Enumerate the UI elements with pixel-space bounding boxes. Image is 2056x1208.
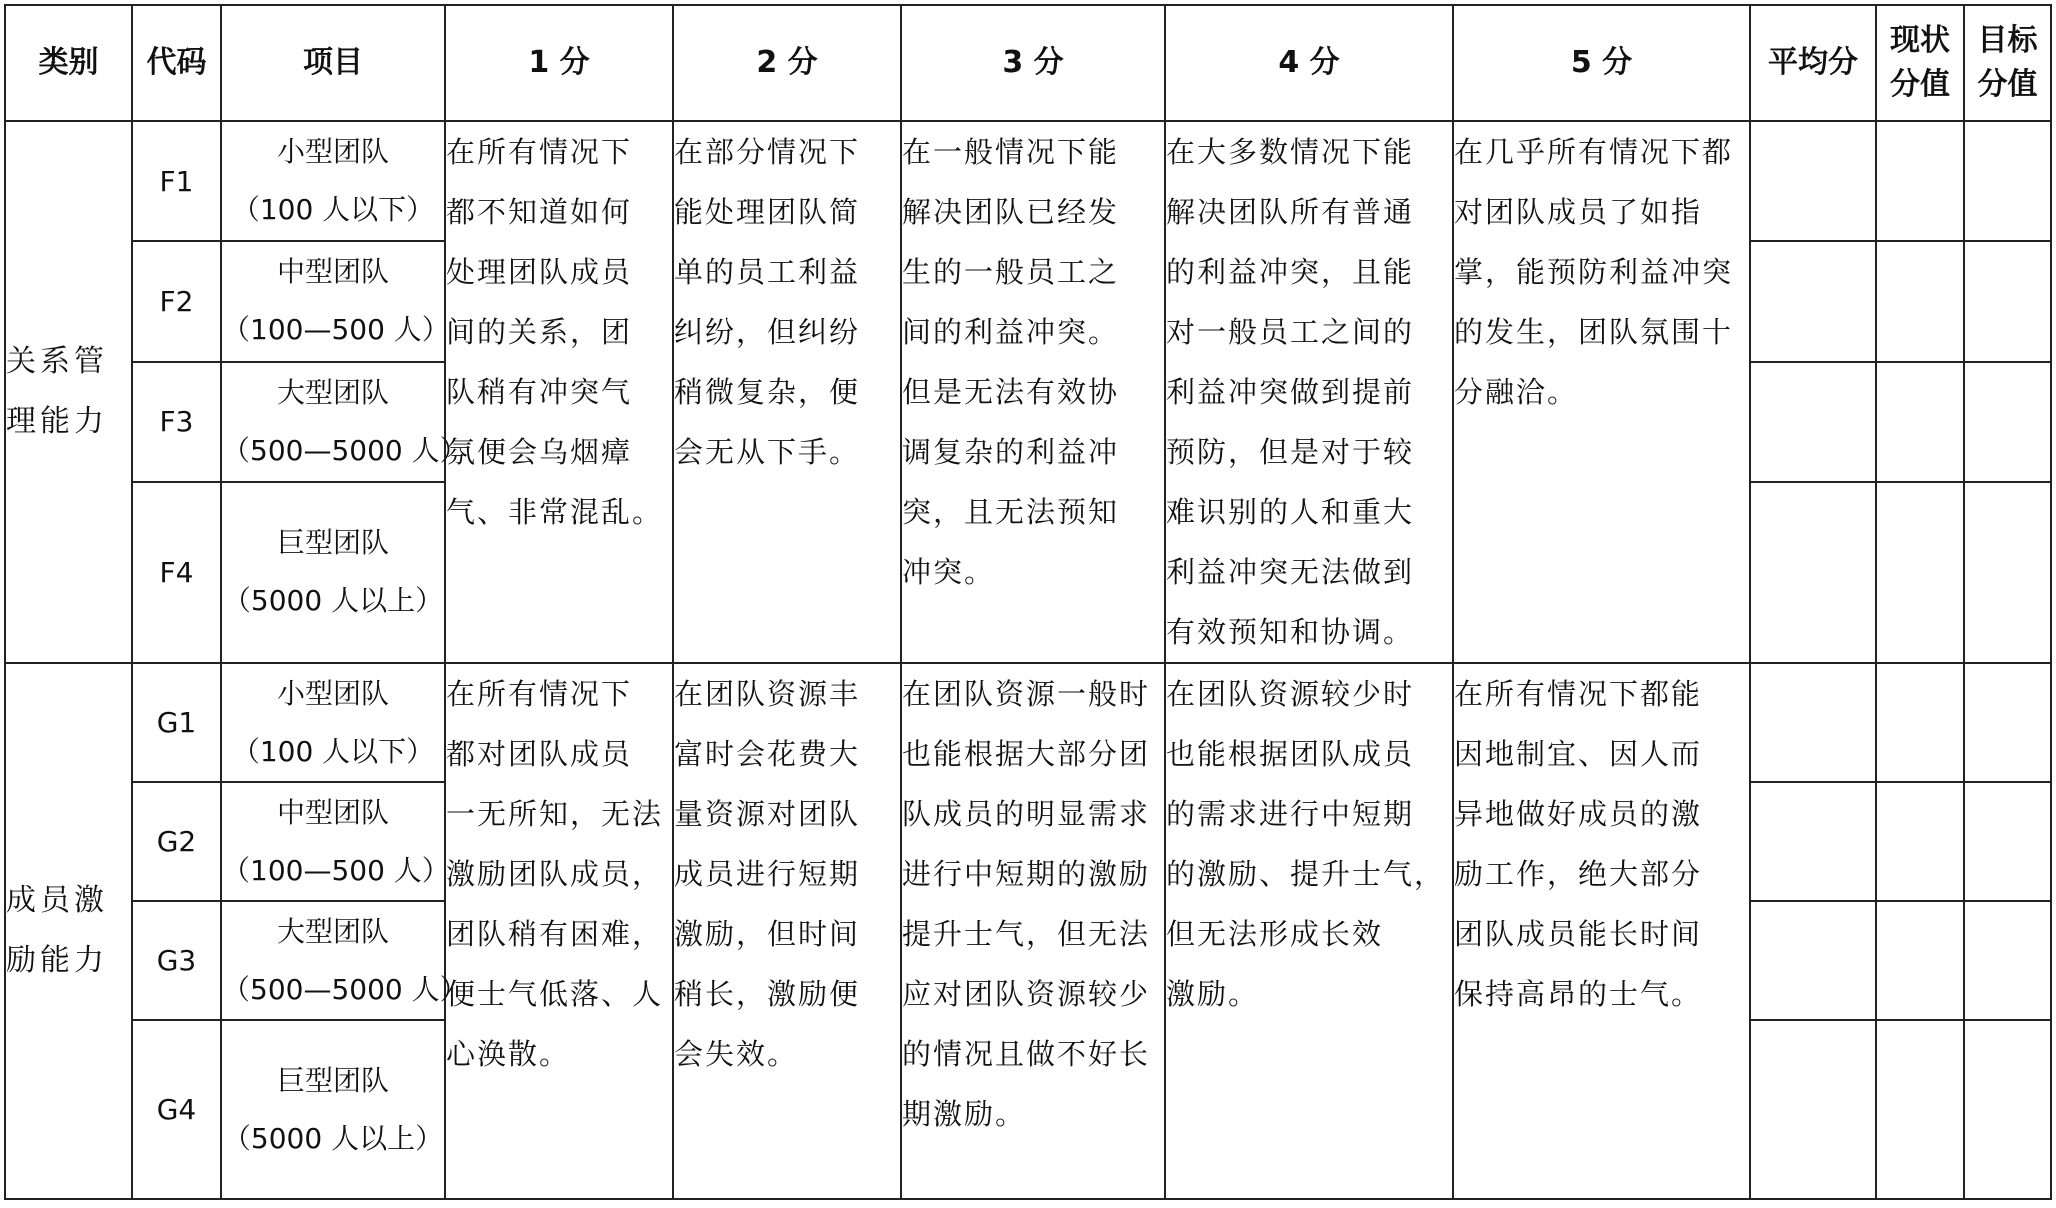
header-item: 项目 <box>221 5 445 121</box>
description-line: 激励团队成员， <box>446 857 664 891</box>
description-line: 掌，能预防利益冲突 <box>1454 255 1734 289</box>
description-line: 因地制宜、因人而 <box>1454 737 1703 771</box>
target-value-cell[interactable] <box>1964 241 2051 361</box>
code-cell: G3 <box>132 901 221 1020</box>
description-line: 生的一般员工之 <box>902 255 1120 289</box>
description-line: 励工作，绝大部分 <box>1454 857 1703 891</box>
average-cell[interactable] <box>1750 782 1876 901</box>
item-line: （500—5000 人） <box>222 433 468 467</box>
description-line: 在团队资源较少时 <box>1166 677 1415 711</box>
target-value-cell[interactable] <box>1964 663 2051 782</box>
current-value-cell[interactable] <box>1876 362 1964 482</box>
description-line: 会失效。 <box>674 1037 799 1071</box>
header-average: 平均分 <box>1750 5 1876 121</box>
average-cell[interactable] <box>1750 663 1876 782</box>
score-2-description <box>673 663 901 1199</box>
description-line: 但是无法有效协 <box>902 375 1120 409</box>
header-row <box>5 5 2051 121</box>
current-value-cell[interactable] <box>1876 901 1964 1020</box>
description-line: 在所有情况下 <box>446 677 633 711</box>
item-line: 中型团队 <box>276 255 389 289</box>
average-cell[interactable] <box>1750 901 1876 1020</box>
description-line: 对一般员工之间的 <box>1166 315 1415 349</box>
item-line: （100—500 人） <box>222 313 450 347</box>
description-line: 在团队资源一般时 <box>902 677 1151 711</box>
description-line: 激励，但时间 <box>674 917 861 951</box>
score-3-description <box>901 663 1165 1199</box>
description-line: 期激励。 <box>902 1097 1027 1131</box>
description-line: 的情况且做不好长 <box>902 1037 1151 1071</box>
description-line: 激励。 <box>1166 977 1260 1011</box>
target-value-cell[interactable] <box>1964 121 2051 241</box>
description-line: 在部分情况下 <box>674 135 861 169</box>
description-line: 调复杂的利益冲 <box>902 435 1120 469</box>
description-line: 突，且无法预知 <box>902 495 1120 529</box>
current-value-cell[interactable] <box>1876 241 1964 361</box>
description-line: 队稍有冲突气 <box>446 375 633 409</box>
code-cell: F3 <box>132 362 221 482</box>
target-value-cell[interactable] <box>1964 782 2051 901</box>
header-score-4: 4 分 <box>1165 5 1453 121</box>
code-cell: F4 <box>132 482 221 663</box>
description-line: 队成员的明显需求 <box>902 797 1151 831</box>
item-cell <box>221 663 445 782</box>
category-line: 理能力 <box>6 404 108 439</box>
description-line: 的发生，团队氛围十 <box>1454 315 1734 349</box>
target-value-cell[interactable] <box>1964 362 2051 482</box>
description-line: 利益冲突无法做到 <box>1166 555 1415 589</box>
target-value-cell[interactable] <box>1964 1020 2051 1199</box>
current-value-cell[interactable] <box>1876 782 1964 901</box>
target-value-cell[interactable] <box>1964 482 2051 663</box>
item-cell <box>221 901 468 1020</box>
header-score-2: 2 分 <box>673 5 901 121</box>
score-1-description <box>445 121 673 663</box>
description-line: 一无所知，无法 <box>446 797 664 831</box>
description-line: 也能根据团队成员 <box>1166 737 1415 771</box>
description-line: 在所有情况下 <box>446 135 633 169</box>
item-line: 巨型团队 <box>276 526 389 560</box>
description-line: 气、非常混乱。 <box>446 495 664 529</box>
score-5-description <box>1453 121 1750 663</box>
item-line: （500—5000 人） <box>222 972 468 1006</box>
description-line: 量资源对团队 <box>674 797 861 831</box>
description-line: 异地做好成员的激 <box>1454 797 1703 831</box>
score-1-description <box>445 663 673 1199</box>
description-line: 冲突。 <box>902 555 996 589</box>
description-line: 会无从下手。 <box>674 435 861 469</box>
category-cell <box>5 121 132 663</box>
item-cell <box>221 121 445 241</box>
description-line: 都对团队成员 <box>446 737 633 771</box>
score-5-description <box>1453 663 1750 1199</box>
code-cell: G4 <box>132 1020 221 1199</box>
description-line: 的激励、提升士气， <box>1166 857 1446 891</box>
description-line: 有效预知和协调。 <box>1166 615 1415 649</box>
description-line: 纠纷，但纠纷 <box>674 315 861 349</box>
description-line: 难识别的人和重大 <box>1166 495 1415 529</box>
description-line: 在几乎所有情况下都 <box>1454 135 1734 169</box>
score-4-description <box>1165 121 1453 663</box>
header-score-1: 1 分 <box>445 5 673 121</box>
item-line: 中型团队 <box>276 795 389 829</box>
current-value-cell[interactable] <box>1876 121 1964 241</box>
item-cell <box>221 362 468 482</box>
item-line: （5000 人以上） <box>222 1121 444 1155</box>
item-cell <box>221 782 450 901</box>
description-line: 间的利益冲突。 <box>902 315 1120 349</box>
header-current-line: 分值 <box>1890 67 1950 102</box>
description-line: 心涣散。 <box>446 1037 571 1071</box>
average-cell[interactable] <box>1750 241 1876 361</box>
item-cell <box>221 482 445 663</box>
score-3-description <box>901 121 1165 663</box>
item-line: 小型团队 <box>276 135 389 169</box>
description-line: 稍长，激励便 <box>674 977 861 1011</box>
description-line: 在团队资源丰 <box>674 677 861 711</box>
description-line: 保持高昂的士气。 <box>1454 977 1703 1011</box>
description-line: 应对团队资源较少 <box>902 977 1151 1011</box>
description-line: 成员进行短期 <box>674 857 861 891</box>
description-line: 解决团队已经发 <box>902 195 1120 229</box>
average-cell[interactable] <box>1750 362 1876 482</box>
header-current-value <box>1876 5 1964 121</box>
header-target-value <box>1964 5 2051 121</box>
code-cell: G2 <box>132 782 221 901</box>
description-line: 提升士气，但无法 <box>902 917 1151 951</box>
description-line: 利益冲突做到提前 <box>1166 375 1415 409</box>
code-cell: F2 <box>132 241 221 361</box>
average-cell[interactable] <box>1750 121 1876 241</box>
description-line: 氛便会乌烟瘴 <box>446 435 633 469</box>
description-line: 解决团队所有普通 <box>1166 195 1415 229</box>
current-value-cell[interactable] <box>1876 663 1964 782</box>
code-cell: G1 <box>132 663 221 782</box>
description-line: 稍微复杂，便 <box>674 375 861 409</box>
description-line: 在一般情况下能 <box>902 135 1120 169</box>
description-line: 富时会花费大 <box>674 737 861 771</box>
table-row <box>5 663 2051 782</box>
item-line: （5000 人以上） <box>222 584 444 618</box>
item-cell <box>221 241 450 361</box>
category-cell <box>5 663 132 1199</box>
description-line: 都不知道如何 <box>446 195 633 229</box>
item-line: 大型团队 <box>276 375 389 409</box>
description-line: 分融洽。 <box>1454 375 1579 409</box>
description-line: 处理团队成员 <box>446 255 633 289</box>
average-cell[interactable] <box>1750 1020 1876 1199</box>
header-target-line: 分值 <box>1977 67 2038 102</box>
current-value-cell[interactable] <box>1876 482 1964 663</box>
score-4-description <box>1165 663 1453 1199</box>
description-line: 间的关系，团 <box>446 315 633 349</box>
description-line: 团队稍有困难， <box>446 917 664 951</box>
header-score-3: 3 分 <box>901 5 1165 121</box>
item-line: （100—500 人） <box>222 853 450 887</box>
category-line: 励能力 <box>6 943 108 978</box>
description-line: 进行中短期的激励 <box>902 857 1151 891</box>
item-cell <box>221 1020 445 1199</box>
code-cell: F1 <box>132 121 221 241</box>
average-cell[interactable] <box>1750 482 1876 663</box>
header-current-line: 现状 <box>1890 23 1950 58</box>
item-line: （100 人以下） <box>231 734 435 768</box>
table-row <box>5 121 2051 241</box>
item-line: （100 人以下） <box>231 193 435 227</box>
header-score-5: 5 分 <box>1453 5 1750 121</box>
category-line: 成员激 <box>6 883 108 918</box>
description-line: 的需求进行中短期 <box>1166 797 1415 831</box>
description-line: 在大多数情况下能 <box>1166 135 1415 169</box>
assessment-table <box>4 4 2052 1200</box>
target-value-cell[interactable] <box>1964 901 2051 1020</box>
description-line: 也能根据大部分团 <box>902 737 1151 771</box>
header-target-line: 目标 <box>1977 23 2038 58</box>
description-line: 能处理团队简 <box>674 195 861 229</box>
score-2-description <box>673 121 901 663</box>
description-line: 对团队成员了如指 <box>1454 195 1703 229</box>
current-value-cell[interactable] <box>1876 1020 1964 1199</box>
item-line: 小型团队 <box>276 676 389 710</box>
description-line: 团队成员能长时间 <box>1454 917 1703 951</box>
description-line: 预防，但是对于较 <box>1166 435 1415 469</box>
header-category: 类别 <box>5 5 132 121</box>
category-line: 关系管 <box>6 344 108 379</box>
item-line: 巨型团队 <box>276 1063 389 1097</box>
item-line: 大型团队 <box>276 914 389 948</box>
description-line: 的利益冲突，且能 <box>1166 255 1415 289</box>
description-line: 便士气低落、人 <box>446 977 664 1011</box>
description-line: 单的员工利益 <box>674 255 861 289</box>
header-code: 代码 <box>132 5 221 121</box>
description-line: 但无法形成长效 <box>1166 917 1384 951</box>
description-line: 在所有情况下都能 <box>1454 677 1703 711</box>
